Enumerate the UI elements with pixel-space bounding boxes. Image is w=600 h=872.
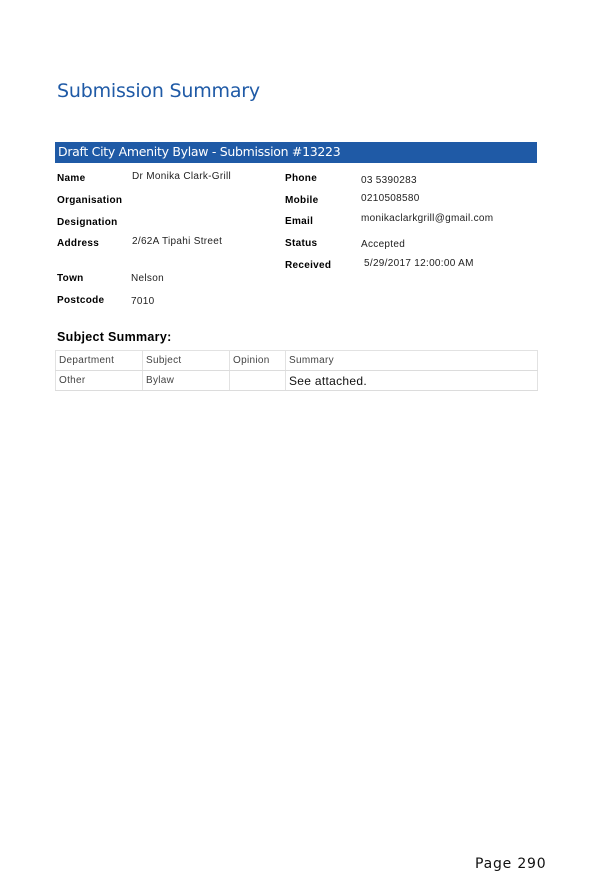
column-header-subject: Subject: [143, 351, 230, 371]
page-number: Page 290: [475, 856, 547, 872]
subject-summary-heading: Subject Summary:: [57, 330, 172, 344]
mobile-label: Mobile: [285, 195, 319, 206]
column-header-summary: Summary: [286, 351, 538, 371]
mobile-value: 0210508580: [361, 193, 420, 204]
subject-cell: Bylaw: [143, 371, 230, 391]
received-value: 5/29/2017 12:00:00 AM: [364, 258, 474, 269]
table-row: [56, 371, 538, 391]
phone-label: Phone: [285, 173, 318, 184]
received-label: Received: [285, 260, 332, 271]
department-cell: Other: [56, 371, 143, 391]
table-header-row: [56, 351, 538, 371]
submission-banner: [55, 142, 537, 163]
opinion-cell: [230, 371, 286, 391]
status-value: Accepted: [361, 239, 406, 250]
email-label: Email: [285, 216, 314, 227]
subject-summary-table: [55, 350, 538, 391]
town-label: Town: [57, 273, 84, 284]
designation-label: Designation: [57, 217, 118, 228]
status-label: Status: [285, 238, 318, 249]
submission-banner-title: Draft City Amenity Bylaw - Submission #13223: [58, 144, 341, 159]
column-header-department: Department: [56, 351, 143, 371]
address-value: 2/62A Tipahi Street: [132, 236, 223, 247]
summary-cell: See attached.: [286, 371, 538, 391]
column-header-opinion: Opinion: [230, 351, 286, 371]
page-title: Submission Summary: [57, 80, 260, 102]
town-value: Nelson: [131, 273, 164, 284]
email-value: monikaclarkgrill@gmail.com: [361, 213, 494, 224]
postcode-value: 7010: [131, 296, 155, 307]
address-label: Address: [57, 238, 100, 249]
name-label: Name: [57, 173, 86, 184]
postcode-label: Postcode: [57, 295, 105, 306]
phone-value: 03 5390283: [361, 175, 417, 186]
organisation-label: Organisation: [57, 195, 123, 206]
name-value: Dr Monika Clark-Grill: [132, 171, 232, 182]
